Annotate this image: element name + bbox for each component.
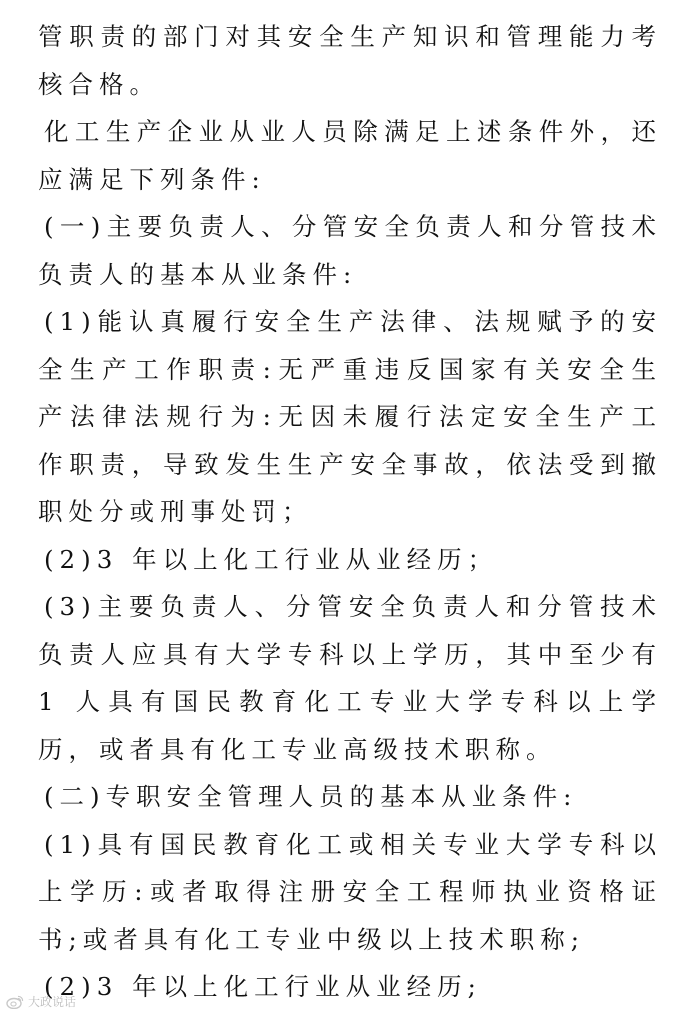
paragraph-4: (1)能认真履行安全生产法律、法规赋予的安全生产工作职责:无严重违反国家有关安全生产法律法规行为:无因未履行法定安全生产工作职责，导致发生生产安全事故，依法受到撤职处分或刑事处罚； xyxy=(38,307,662,526)
document-body xyxy=(38,13,662,1011)
weibo-icon xyxy=(6,995,24,1009)
watermark-text: 大政说话 xyxy=(28,995,77,1009)
paragraph-6: (3)主要负责人、分管安全负责人和分管技术负责人应具有大学专科以上学历，其中至少有 1 人具有国民教育化工专业大学专科以上学历，或者具有化工专业高级技术职称。 xyxy=(38,592,662,764)
paragraph-2: 化工生产企业从业人员除满足上述条件外，还应满足下列条件: xyxy=(38,117,662,194)
paragraph-9: (2)3 年以上化工行业从业经历; xyxy=(44,972,482,1001)
watermark xyxy=(6,993,76,1010)
paragraph-5: (2)3 年以上化工行业从业经历； xyxy=(44,544,499,574)
paragraph-7: (二)专职安全管理人员的基本从业条件: xyxy=(44,782,578,811)
paragraph-3: (一)主要负责人、分管安全负责人和分管技术负责人的基本从业条件: xyxy=(38,212,662,289)
paragraph-1: 管职责的部门对其安全生产知识和管理能力考核合格。 xyxy=(38,22,662,99)
paragraph-8: (1)具有国民教育化工或相关专业大学专科以上学历:或者取得注册安全工程师执业资格证书;或者具有化工专业中级以上技术职称; xyxy=(38,829,662,954)
